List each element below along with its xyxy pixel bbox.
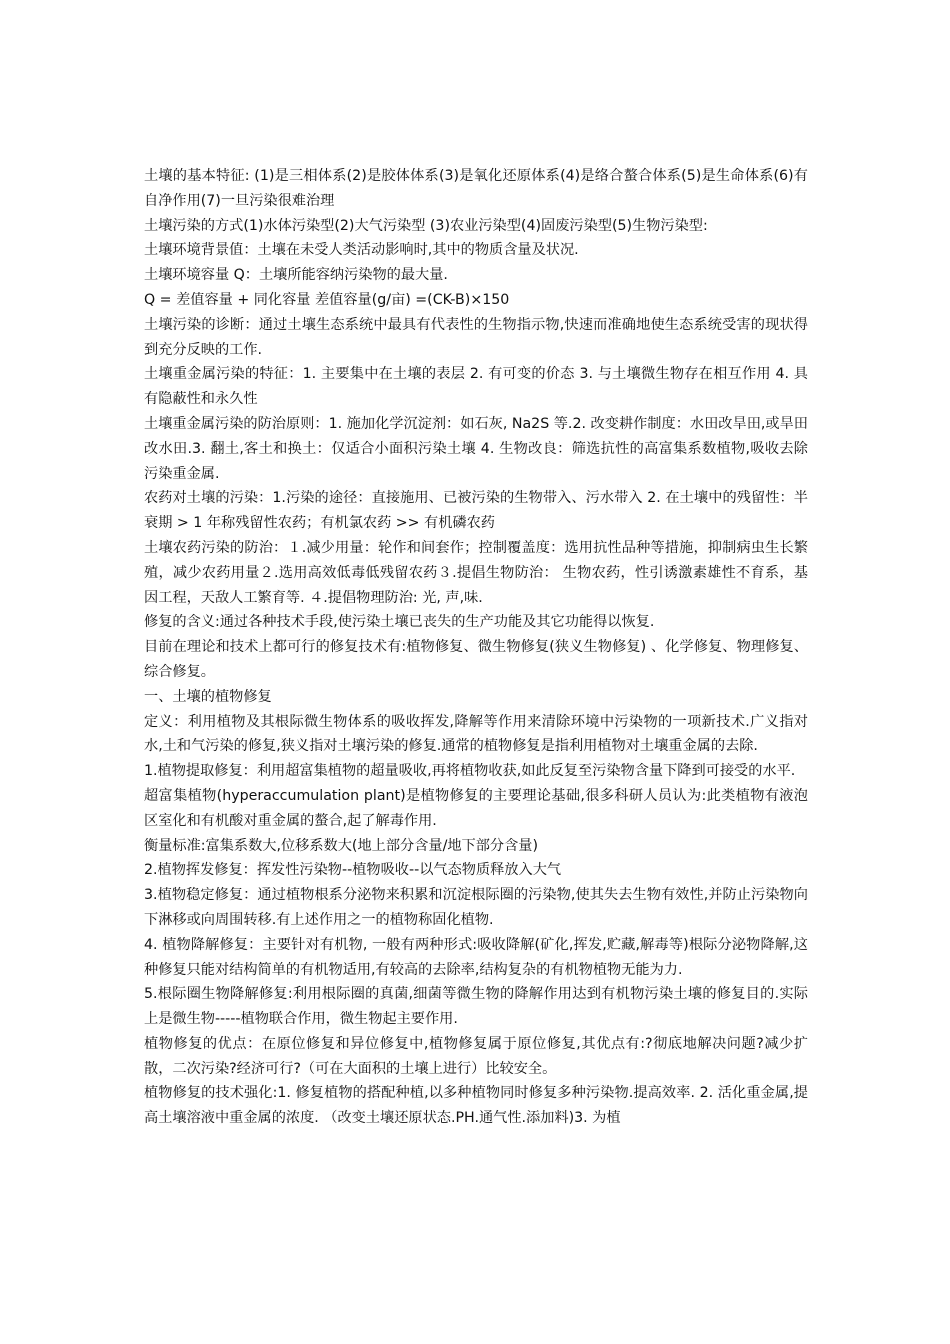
section-heading-phytoremediation: 一、土壤的植物修复: [144, 688, 272, 705]
paragraph-remediation-techniques: 目前在理论和技术上都可行的修复技术有:植物修复、微生物修复(狭义生物修复) 、化学修复、物理修复、综合修复。: [144, 639, 808, 680]
document-body: [144, 164, 808, 1131]
paragraph-pollution-diagnosis: 土壤污染的诊断：通过土壤生态系统中最具有代表性的生物指示物,快速而准确地使生态系统受害的现状得到充分反映的工作.: [144, 316, 808, 358]
paragraph-technical-enhancement: 植物修复的技术强化:1. 修复植物的搭配种植,以多种植物同时修复多种污染物.提高效率. 2. 活化重金属,提高土壤溶液中重金属的浓度. （改变土壤还原状态.PH.通气性.添加料)3. 为植: [144, 1085, 808, 1127]
paragraph-phytoextraction: 1.植物提取修复：利用超富集植物的超量吸收,再将植物收获,如此反复至污染物含量下降到可接受的水平.: [144, 763, 796, 780]
paragraph-pesticide-pollution: 农药对土壤的污染：1.污染的途径：直接施用、已被污染的生物带入、污水带入 2. 在土壤中的残留性：半衰期 > 1 年称残留性农药；有机氯农药 >> 有机磷农药: [144, 490, 808, 532]
paragraph-advantages: 植物修复的优点：在原位修复和异位修复中,植物修复属于原位修复,其优点有:?彻底地解决问题?减少扩散，二次污染?经济可行?（可在大面积的土壤上进行）比较安全。: [144, 1035, 808, 1077]
paragraph-measurement-standard: 衡量标准:富集系数大,位移系数大(地上部分含量/地下部分含量): [144, 837, 539, 854]
paragraph-phytostabilization: 3.植物稳定修复：通过植物根系分泌物来积累和沉淀根际圈的污染物,使其失去生物有效性,并防止污染物向下淋移或向周围转移.有上述作用之一的植物称固化植物.: [144, 887, 808, 928]
paragraph-definition: 定义：利用植物及其根际微生物体系的吸收挥发,降解等作用来清除环境中污染物的一项新技术.广义指对水,土和气污染的修复,狭义指对土壤污染的修复.通常的植物修复是指利用植物对土壤重金属的去除.: [144, 713, 808, 755]
paragraph-pesticide-prevention: 土壤农药污染的防治：１.减少用量：轮作和间套作；控制覆盖度：选用抗性品种等措施，抑制病虫生长繁殖，减少农药用量２.选用高效低毒低残留农药３.提倡生物防治： 生物农药，性引诱激素雄性不育系，基因工程，天敌人工繁育等. ４.提倡物理防治: 光, 声,味.: [144, 539, 808, 606]
paragraph-pollution-modes: 土壤污染的方式(1)水体污染型(2)大气污染型 (3)农业污染型(4)固废污染型(5)生物污染型:: [144, 217, 708, 234]
paragraph-environmental-capacity: 土壤环境容量 Q：土壤所能容纳污染物的最大量.: [144, 267, 448, 284]
paragraph-heavy-metal-features: 土壤重金属污染的特征：1. 主要集中在土壤的表层 2. 有可变的价态 3. 与土壤微生物存在相互作用 4. 具有隐蔽性和永久性: [144, 366, 808, 408]
paragraph-hyperaccumulator: 超富集植物(hyperaccumulation plant)是植物修复的主要理论基础,很多科研人员认为:此类植物有液泡区室化和有机酸对重金属的螯合,起了解毒作用.: [144, 787, 808, 829]
paragraph-soil-characteristics: 土壤的基本特征: (1)是三相体系(2)是胶体体系(3)是氧化还原体系(4)是络合螯合体系(5)是生命体系(6)有自净作用(7)一旦污染很难治理: [144, 168, 808, 209]
paragraph-capacity-formula: Q = 差值容量 + 同化容量 差值容量(g/亩) =(CK-B)×150: [144, 291, 510, 308]
paragraph-background-value: 土壤环境背景值：土壤在未受人类活动影响时,其中的物质含量及状况.: [144, 242, 579, 259]
paragraph-remediation-meaning: 修复的含义:通过各种技术手段,使污染土壤已丧失的生产功能及其它功能得以恢复.: [144, 614, 655, 631]
paragraph-phytodegradation: 4. 植物降解修复：主要针对有机物, 一般有两种形式:吸收降解(矿化,挥发,贮藏,解毒等)根际分泌物降解,这种修复只能对结构简单的有机物适用,有较高的去除率,结构复杂的有机物植物无能为力.: [144, 936, 808, 978]
paragraph-phytovolatilization: 2.植物挥发修复：挥发性污染物--植物吸收--以气态物质释放入大气: [144, 862, 562, 879]
paragraph-rhizosphere-degradation: 5.根际圈生物降解修复:利用根际圈的真菌,细菌等微生物的降解作用达到有机物污染土壤的修复目的.实际上是微生物-----植物联合作用，微生物起主要作用.: [144, 986, 808, 1028]
paragraph-heavy-metal-prevention: 土壤重金属污染的防治原则：1. 施加化学沉淀剂：如石灰, Na2S 等.2. 改变耕作制度：水田改旱田,或旱田改水田.3. 翻土,客土和换土：仅适合小面积污染土壤 4. 生物改良：筛选抗性的高富集系数植物,吸收去除污染重金属.: [144, 415, 808, 482]
